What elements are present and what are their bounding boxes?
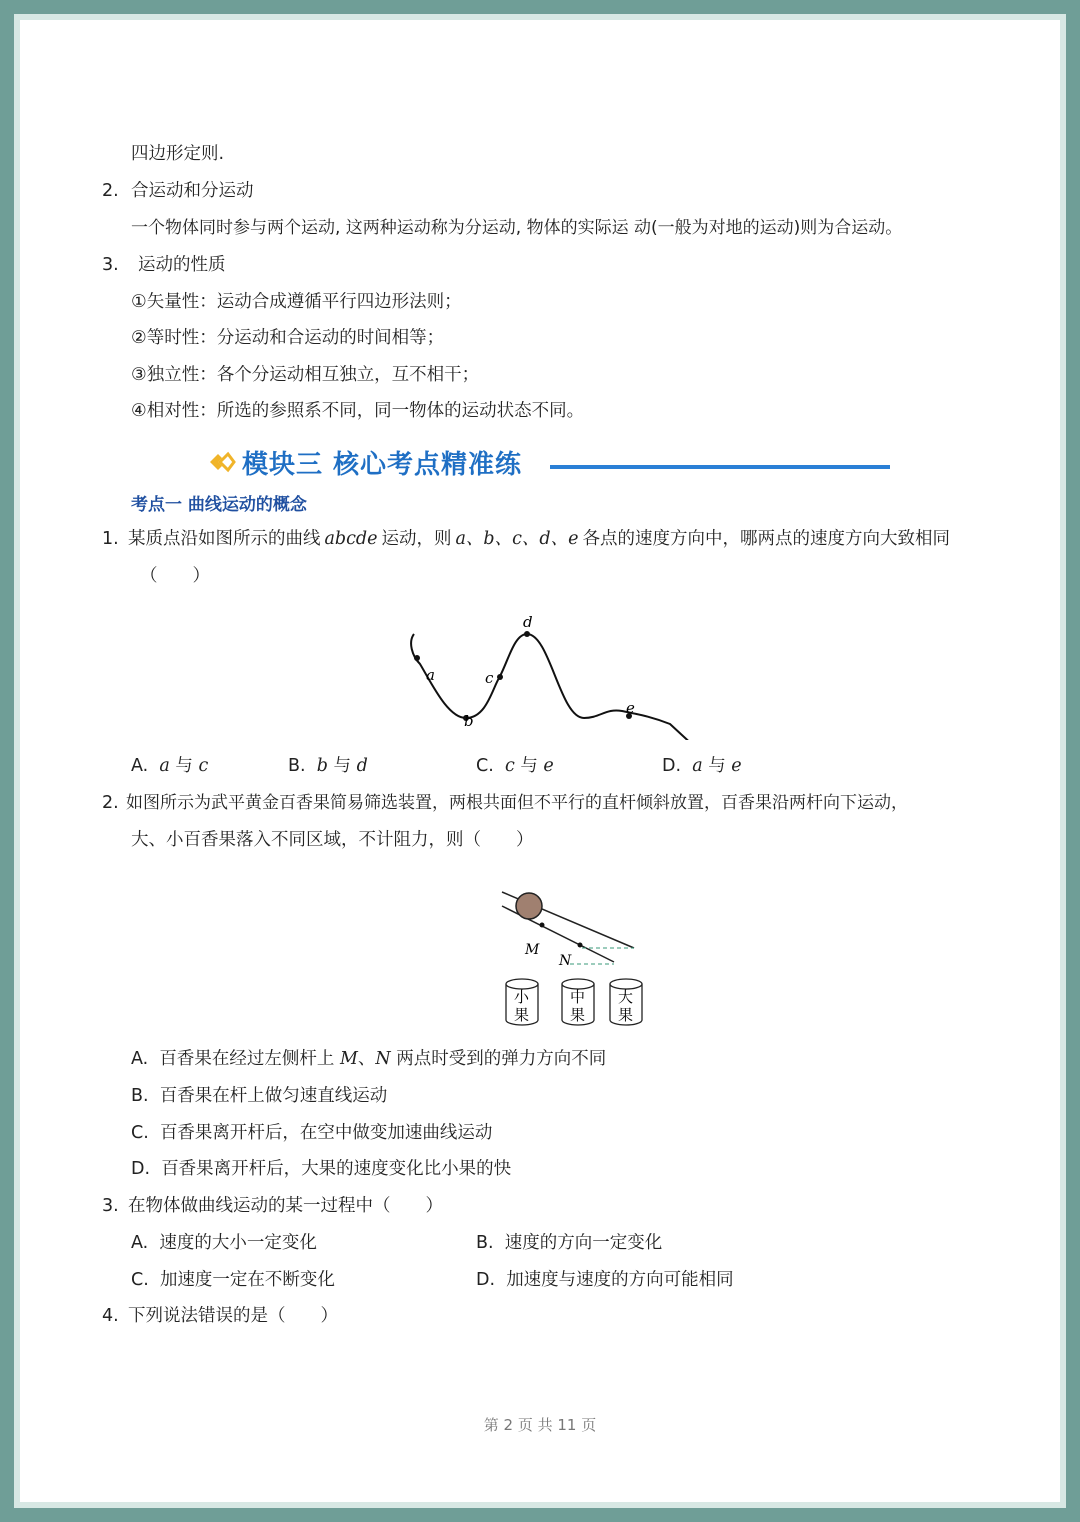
label-b: b — [464, 712, 474, 730]
q2-sorter-figure — [490, 880, 670, 1030]
item3-title: 运动的性质 — [138, 255, 226, 275]
q1-stem: 某质点沿如图所示的曲线 abcde 运动，则 a、b、c、d、e 各点的速度方向中，哪两点的速度方向大致相同 — [128, 529, 950, 549]
point-m — [540, 923, 545, 928]
property-line: ①矢量性：运动合成遵循平行四边形法则； — [131, 292, 462, 312]
intro-line: 四边形定则. — [131, 144, 225, 164]
page-footer: 第 2 页 共 11 页 — [483, 1416, 597, 1434]
label-a: a — [426, 666, 435, 684]
document-sheet — [20, 20, 1060, 1502]
q4-stem: 下列说法错误的是（ ） — [128, 1306, 338, 1326]
q3-option-a[interactable]: A. 速度的大小一定变化 — [131, 1233, 317, 1253]
item2-title: 合运动和分运动 — [131, 181, 254, 201]
svg-text:大: 大 — [618, 988, 634, 1006]
q2-option-a[interactable]: A. 百香果在经过左侧杆上 M、N 两点时受到的弹力方向不同 — [131, 1049, 607, 1069]
point-a — [414, 655, 420, 661]
svg-text:果: 果 — [570, 1006, 586, 1024]
q2-option-b[interactable]: B. 百香果在杆上做匀速直线运动 — [131, 1086, 388, 1106]
double-chevron-icon — [208, 450, 236, 474]
svg-text:中: 中 — [570, 988, 586, 1006]
property-line: ③独立性：各个分运动相互独立，互不相干； — [131, 365, 480, 385]
point-d — [524, 631, 530, 637]
q2-stem-line2: 大、小百香果落入不同区域，不计阻力，则（ ） — [131, 830, 534, 850]
item3-number: 3. — [102, 255, 119, 275]
bin-small — [506, 979, 538, 1025]
property-line: ④相对性：所选的参照系不同，同一物体的运动状态不同。 — [131, 401, 585, 421]
svg-text:小: 小 — [514, 988, 530, 1006]
q3-number: 3. — [102, 1196, 119, 1216]
q1-curve-figure — [400, 590, 720, 740]
q2-number: 2. — [102, 793, 119, 813]
page-frame — [14, 14, 1066, 1508]
module-banner — [208, 440, 908, 486]
q2-option-c[interactable]: C. 百香果离开杆后，在空中做变加速曲线运动 — [131, 1123, 493, 1143]
q1-option-d[interactable]: D. a 与 e — [662, 756, 742, 776]
motion-curve — [411, 634, 696, 740]
label-d: d — [523, 613, 533, 631]
point-n — [578, 943, 583, 948]
bin-large — [610, 979, 642, 1025]
q3-stem: 在物体做曲线运动的某一过程中（ ） — [128, 1196, 443, 1216]
q3-option-d[interactable]: D. 加速度与速度的方向可能相同 — [476, 1270, 734, 1290]
passion-fruit-ball — [516, 893, 542, 919]
item2-body: 一个物体同时参与两个运动, 这两种运动称为分运动, 物体的实际运 动(一般为对地的运动)则为合运动。 — [131, 218, 903, 238]
point-c — [497, 674, 503, 680]
bin-medium — [562, 979, 594, 1025]
label-m: M — [525, 942, 540, 958]
q3-option-b[interactable]: B. 速度的方向一定变化 — [476, 1233, 663, 1253]
q2-option-d[interactable]: D. 百香果离开杆后，大果的速度变化比小果的快 — [131, 1159, 512, 1179]
q1-answer-bracket: （ ） — [140, 566, 210, 586]
svg-text:果: 果 — [618, 1006, 634, 1024]
label-c: c — [485, 669, 494, 687]
svg-text:果: 果 — [514, 1006, 530, 1024]
module-title: 模块三 核心考点精准练 — [242, 450, 523, 480]
q1-option-c[interactable]: C. c 与 e — [476, 756, 554, 776]
q1-number: 1. — [102, 529, 119, 549]
q4-number: 4. — [102, 1306, 119, 1326]
q2-stem-line1: 如图所示为武平黄金百香果简易筛选装置，两根共面但不平行的直杆倾斜放置，百香果沿两杆向下运动， — [126, 793, 908, 813]
q3-option-c[interactable]: C. 加速度一定在不断变化 — [131, 1270, 335, 1290]
q1-option-b[interactable]: B. b 与 d — [288, 756, 368, 776]
section-heading: 考点一 曲线运动的概念 — [131, 495, 307, 515]
banner-divider — [550, 465, 890, 469]
label-n: N — [559, 953, 572, 969]
label-e: e — [626, 699, 635, 717]
q1-option-a[interactable]: A. a 与 c — [131, 756, 209, 776]
item2-number: 2. — [102, 181, 119, 201]
property-line: ②等时性：分运动和合运动的时间相等； — [131, 328, 445, 348]
